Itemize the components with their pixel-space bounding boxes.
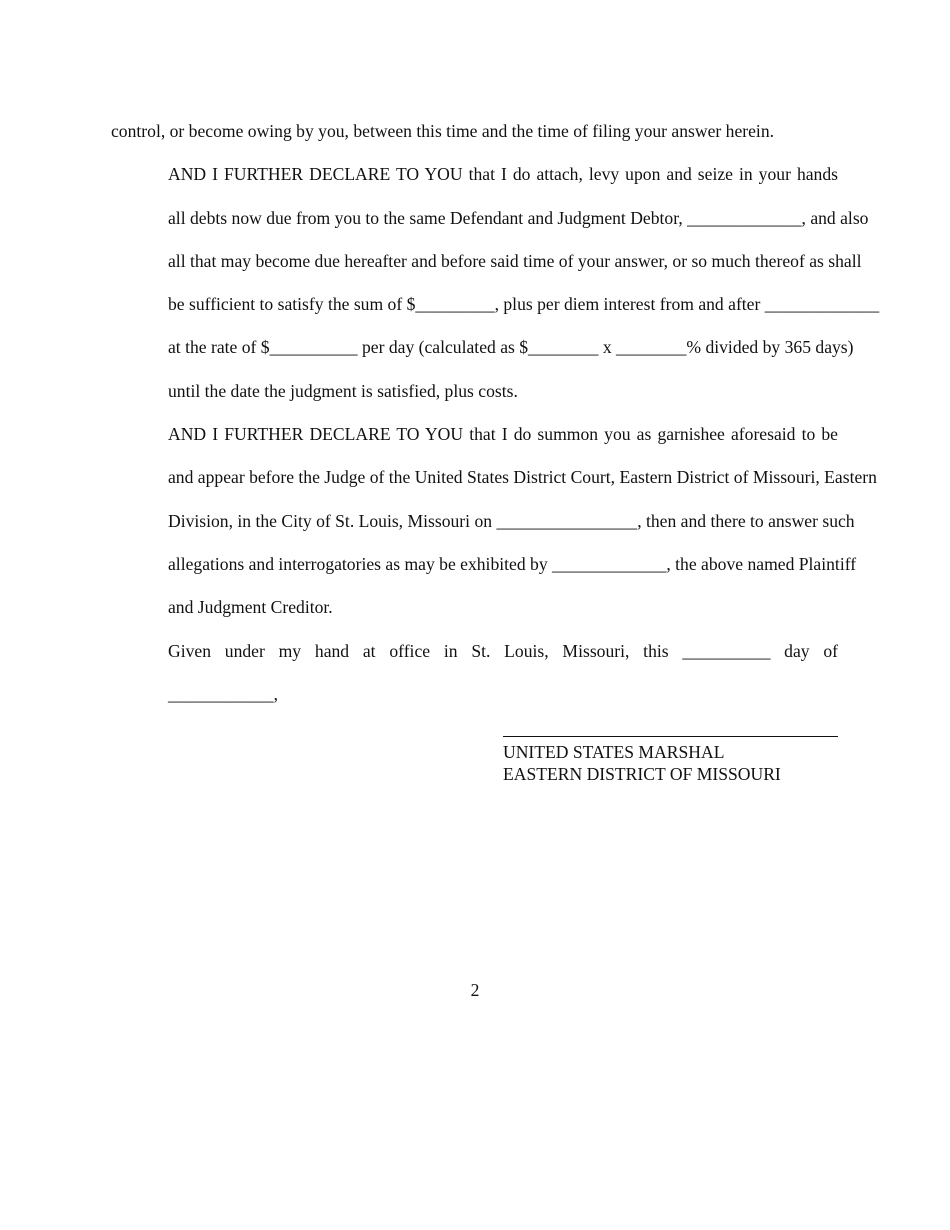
text-line: Division, in the City of St. Louis, Missouri on ________________, then and there to answer such	[168, 510, 855, 531]
text-line: Given under my hand at office in St. Louis, Missouri, this __________ day of	[168, 640, 838, 661]
signature-title: UNITED STATES MARSHAL	[503, 742, 725, 762]
paragraph-summon-garnishee	[111, 413, 877, 629]
paragraph-attach-levy	[111, 153, 880, 413]
text-line: at the rate of $__________ per day (calculated as $________ x ________% divided by 365 days)	[168, 337, 854, 358]
paragraph-given-under-hand	[111, 630, 838, 717]
document-body	[111, 110, 880, 716]
text-line: all debts now due from you to the same Defendant and Judgment Debtor, _____________, and also	[168, 207, 869, 228]
text-line: AND I FURTHER DECLARE TO YOU that I do summon you as garnishee aforesaid to be	[168, 424, 838, 445]
text-line: and Judgment Creditor.	[168, 597, 333, 618]
text-line: ____________,	[168, 683, 278, 704]
text-line: be sufficient to satisfy the sum of $_________, plus per diem interest from and after _____________	[168, 294, 880, 315]
text-line: allegations and interrogatories as may be exhibited by _____________, the above named Plaintiff	[168, 553, 857, 574]
text-line: control, or become owing by you, between this time and the time of filing your answer herein.	[111, 121, 775, 141]
text-line: until the date the judgment is satisfied, plus costs.	[168, 380, 518, 401]
text-line: all that may become due hereafter and before said time of your answer, or so much thereof as shall	[168, 250, 862, 271]
signature-block	[503, 736, 838, 785]
text-line: AND I FURTHER DECLARE TO YOU that I do attach, levy upon and seize in your hands	[168, 164, 838, 185]
signature-line	[503, 736, 838, 737]
text-line: and appear before the Judge of the United States District Court, Eastern District of Missouri, Eastern	[168, 467, 877, 488]
paragraph-continuation	[111, 110, 838, 153]
signature-district: EASTERN DISTRICT OF MISSOURI	[503, 764, 781, 784]
page-number: 2	[470, 980, 480, 1000]
